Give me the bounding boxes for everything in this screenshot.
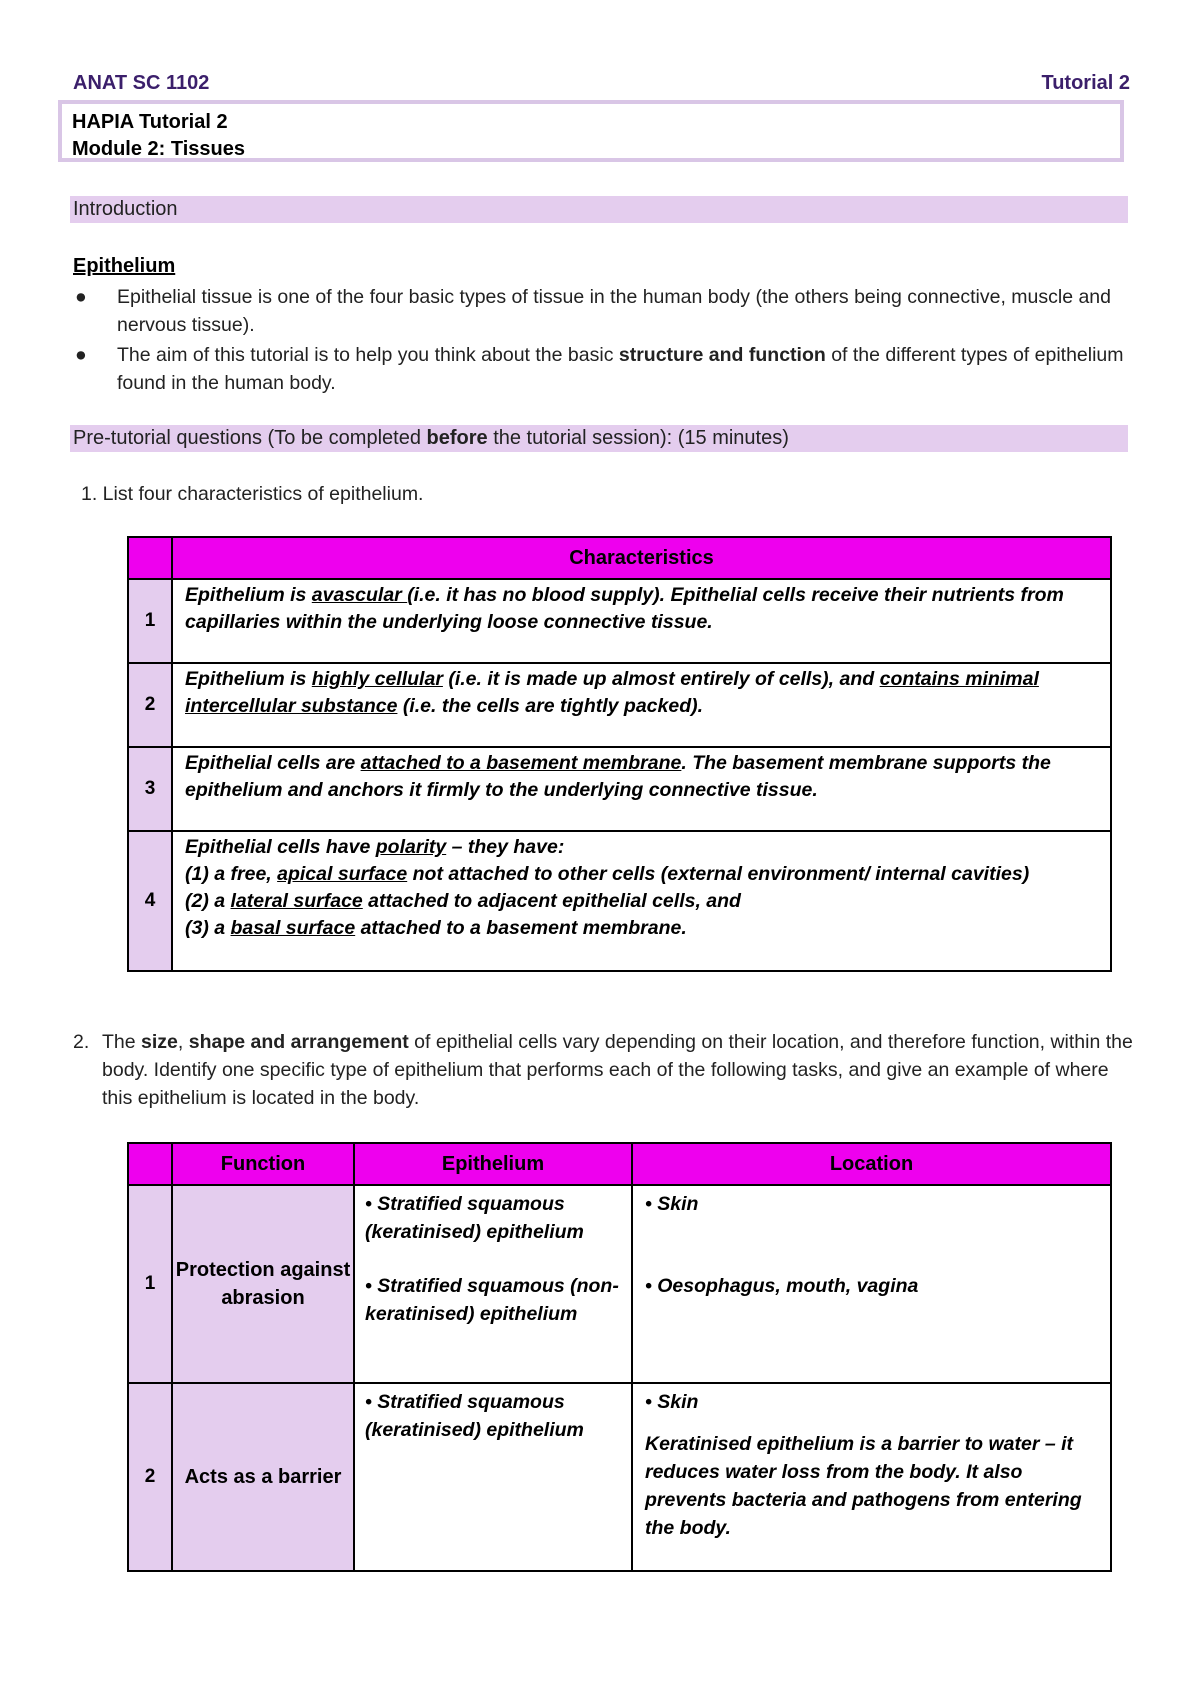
epithelium-header: Epithelium: [354, 1143, 632, 1185]
table-row: [128, 1383, 1111, 1571]
bullet-text-bold: structure and function: [618, 344, 826, 366]
title-line-1: HAPIA Tutorial 2: [72, 111, 228, 133]
pre-tutorial-text-bold: before: [426, 427, 488, 449]
row-number: 4: [128, 831, 172, 971]
table-row: [128, 1185, 1111, 1383]
table-corner: [128, 537, 172, 579]
question-2: 2. The size, shape and arrangement of epithelial cells vary depending on their location, and therefore function, within the body. Identify one specific type of epithelium that performs each of the following tasks, and give an example of where this epithelium is located in the body.: [73, 1028, 1133, 1112]
bullet-item: [73, 341, 1133, 397]
title-box: [58, 100, 1124, 162]
characteristic-cell: Epithelium is avascular (i.e. it has no blood supply). Epithelial cells receive their nutrients from capillaries within the underlying loose connective tissue.: [172, 579, 1111, 663]
epithelium-bullets: [73, 283, 1133, 399]
title-line-2: Module 2: Tissues: [72, 138, 246, 160]
row-number: 2: [128, 663, 172, 747]
bullet-dot-icon: ●: [75, 286, 87, 308]
table-row: [128, 579, 1111, 663]
location-cell: • Skin • Oesophagus, mouth, vagina: [632, 1185, 1111, 1383]
characteristics-table: [127, 536, 1112, 972]
question-2-number: 2.: [73, 1031, 90, 1053]
characteristics-header: Characteristics: [172, 537, 1111, 579]
bullet-item: [73, 283, 1133, 339]
characteristic-cell: Epithelial cells are attached to a basement membrane. The basement membrane supports the epithelium and anchors it firmly to the underlying connective tissue.: [172, 747, 1111, 831]
tutorial-label: Tutorial 2: [1041, 72, 1130, 94]
row-number: 2: [128, 1383, 172, 1571]
function-header: Function: [172, 1143, 354, 1185]
bullet-text-post: of the different types of epithelium found in the human body.: [117, 344, 1124, 394]
epithelium-cell: • Stratified squamous (keratinised) epithelium • Stratified squamous (non-keratinised) epithelium: [354, 1185, 632, 1383]
epithelium-cell: • Stratified squamous (keratinised) epithelium: [354, 1383, 632, 1571]
pre-tutorial-bar: [70, 425, 1128, 452]
bullet-dot-icon: ●: [75, 344, 87, 366]
table-row: [128, 831, 1111, 971]
location-cell: • Skin Keratinised epithelium is a barrier to water – it reduces water loss from the body. It also prevents bacteria and pathogens from entering the body.: [632, 1383, 1111, 1571]
function-table: [127, 1142, 1112, 1572]
table-row: [128, 747, 1111, 831]
table-row: [128, 663, 1111, 747]
characteristic-cell: Epithelial cells have polarity – they have: (1) a free, apical surface not attached to other cells (external environment/ internal cavities) (2) a lateral surface attached to adjacent epithelial cells, and (3) a basal surface attached to a basement membrane.: [172, 831, 1111, 971]
row-number: 1: [128, 1185, 172, 1383]
epithelium-heading: Epithelium: [73, 255, 176, 277]
function-cell: Protection against abrasion: [172, 1185, 354, 1383]
characteristic-cell: Epithelium is highly cellular (i.e. it is made up almost entirely of cells), and contains minimal intercellular substance (i.e. the cells are tightly packed).: [172, 663, 1111, 747]
pre-tutorial-text-post: the tutorial session): (15 minutes): [487, 427, 789, 449]
location-header: Location: [632, 1143, 1111, 1185]
introduction-bar: Introduction: [70, 196, 1128, 223]
row-number: 3: [128, 747, 172, 831]
table-corner: [128, 1143, 172, 1185]
pre-tutorial-text-pre: Pre-tutorial questions (To be completed: [73, 427, 427, 449]
function-cell: Acts as a barrier: [172, 1383, 354, 1571]
row-number: 1: [128, 579, 172, 663]
course-code: ANAT SC 1102: [73, 72, 210, 94]
bullet-text-pre: The aim of this tutorial is to help you think about the basic: [117, 344, 619, 366]
bullet-text: Epithelial tissue is one of the four basic types of tissue in the human body (the others being connective, muscle and nervous tissue).: [117, 286, 1111, 336]
question-1: 1. List four characteristics of epithelium.: [81, 483, 424, 505]
